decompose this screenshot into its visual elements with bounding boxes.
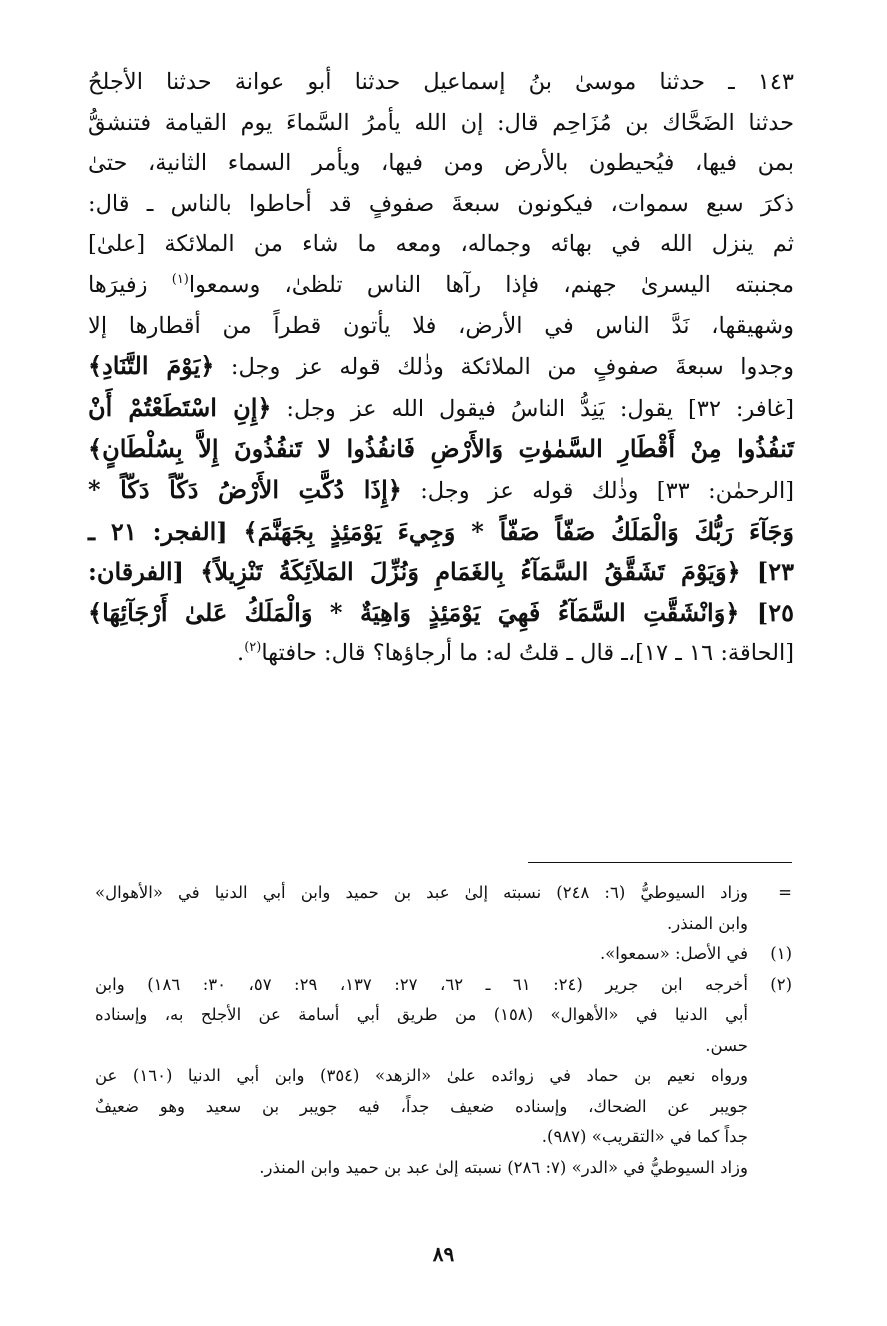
- footnote-body: [95, 970, 748, 1184]
- footnote-line: في الأصل: «سمعوا».: [599, 944, 748, 963]
- footnote-line: وزاد السيوطيُّ (٦: ٢٤٨) نسبته إلىٰ عبد بن حميد وابن أبي الدنيا في «الأهوال»: [95, 883, 749, 902]
- footnote-ref-2: (٢): [244, 640, 262, 656]
- main-text: [88, 62, 794, 674]
- quran-verse: ﴿إِذَا دُكَّتِ الأَرْضُ دَكّاً دَكّاً *: [88, 474, 402, 504]
- footnote-line: وابن المنذر.: [667, 913, 748, 933]
- footnote-mark: =: [778, 883, 792, 902]
- text-line: [88, 62, 794, 103]
- footnote-divider: [528, 862, 792, 863]
- footnote-2: [95, 970, 792, 1184]
- text-line-content: حدثنا الضَحَّاك بن مُزَاحِم قال: إن الله يأمرُ السَّماءَ يوم القيامة فتنشقُّ: [88, 109, 794, 136]
- text-line-content: ثم ينزل الله في بهائه وجماله، ومعه ما شاء من الملائكة [علىٰ]: [88, 231, 794, 258]
- footnote-line: أبي الدنيا في «الأهوال» (١٥٨) من طريق أبي أسامة عن الأجلح به، وإسناده: [95, 1005, 748, 1024]
- text-line-content: وشهيقها، نَدَّ الناس في الأرض، فلا يأتون قطراً من أقطارها إلا: [88, 312, 794, 339]
- text-line: [88, 306, 794, 347]
- quran-verse: تَنفُذُوا مِنْ أَقْطَارِ السَّمٰوٰتِ وَالأَرْضِ فَانفُذُوا لا تَنفُذُونَ إِلاَّ بِسُلْطَانٍ﴾: [88, 434, 794, 464]
- footnote-continuation: [95, 878, 792, 939]
- text-line-tail: زفيرَها: [88, 271, 148, 298]
- quran-verse: ﴿يَوْمَ التَّنَادِ﴾: [88, 351, 215, 381]
- footnote-line: وزاد السيوطيُّ في «الدر» (٧: ٢٨٦) نسبته إلىٰ عبد بن حميد وابن المنذر.: [259, 1157, 748, 1177]
- text-line-content: بمن فيها، فيُحيطون بالأرض ومن فيها، ويأمر السماء الثانية، حتىٰ: [88, 150, 794, 177]
- text-line: [88, 103, 794, 144]
- text-line-content: [غافر: ٣٢] يقول: يَنِدُّ الناسُ فيقول الله عز وجل:: [286, 395, 794, 422]
- footnote-ref-1: (١): [171, 271, 189, 287]
- page-number: ٨٩: [432, 1242, 455, 1266]
- text-line: [88, 224, 794, 265]
- quran-verse: ﴿إِنِ اسْتَطَعْتُمْ أَنْ: [88, 392, 272, 422]
- quran-verse-line: [88, 512, 794, 553]
- footnote-line: جداً كما في «التقريب» (٩٨٧).: [541, 1127, 748, 1146]
- text-line-content: [الرحمٰن: ٣٣] وذٰلك قوله عز وجل:: [420, 477, 794, 504]
- text-line-content: ذكرَ سبع سموات، فيكونون سبعةَ صفوفٍ قد أحاطوا بالناس ـ قال:: [88, 190, 794, 217]
- quran-verse-line: [88, 593, 794, 634]
- text-line-content: وجدوا سبعةَ صفوفٍ من الملائكة وذٰلك قوله عز وجل:: [230, 354, 795, 381]
- footnote-body: [95, 878, 748, 939]
- text-line: [88, 346, 794, 388]
- text-line: [88, 470, 794, 512]
- text-line: [88, 143, 794, 184]
- footnote-1: [95, 939, 792, 970]
- quran-verse: ٢٣] ﴿وَيَوْمَ تَشَقَّقُ السَّمَآءُ بِالغَمَامِ وَنُزِّلَ المَلاَئِكَةُ تَنْزِيلاً﴾ [الفرقان:: [88, 557, 794, 587]
- hadith-opening-line: ١٤٣ ـ حدثنا موسىٰ بنُ إسماعيل حدثنا أبو عوانة حدثنا الأجلحُ: [88, 69, 794, 95]
- footnotes: [95, 878, 792, 1183]
- footnote-mark: (٢): [770, 974, 792, 994]
- text-line: [88, 184, 794, 225]
- quran-verse-line: [88, 429, 794, 470]
- footnote-line: جويبر عن الضحاك، وإسناده ضعيف جداً، فيه جويبر بن سعيد وهو ضعيفٌ: [95, 1096, 749, 1116]
- quran-verse: ٢٥] ﴿وَانْشَقَّتِ السَّمَآءُ فَهِيَ يَوْمَئِذٍ وَاهِيَةٌ * وَالْمَلَكُ عَلىٰ أَرْجَآئِهَا﴾: [88, 597, 794, 627]
- quran-verse-line: [88, 552, 794, 593]
- footnote-body: [95, 939, 748, 970]
- footnote-line: أخرجه ابن جرير (٢٤: ٦١ ـ ٦٢، ٢٧: ١٣٧، ٢٩: ٥٧، ٣٠: ١٨٦) وابن: [95, 974, 748, 994]
- footnote-line: ورواه نعيم بن حماد في زوائده علىٰ «الزهد» (٣٥٤) وابن أبي الدنيا (١٦٠) عن: [95, 1066, 748, 1085]
- footnote-line: حسن.: [705, 1035, 748, 1055]
- footnote-mark: (١): [770, 944, 792, 963]
- text-line-content: مجنبته اليسرىٰ جهنم، فإذا رآها الناس تلظىٰ، وسمعوا: [188, 271, 794, 298]
- end-period: .: [237, 640, 245, 667]
- quran-verse: وَجَآءَ رَبُّكَ وَالْمَلَكُ صَفّاً صَفّاً * وَجِيءَ يَوْمَئِذٍ بِجَهَنَّمَ﴾ [الفجر: ٢١ ـ: [88, 516, 794, 546]
- text-line: [88, 265, 794, 306]
- text-line-content: [الحاقة: ١٦ ـ ١٧]،ـ قال ـ قلتُ له: ما أرجاؤها؟ قال: حافتها: [261, 640, 794, 667]
- text-line: [88, 633, 794, 674]
- text-line: [88, 388, 794, 430]
